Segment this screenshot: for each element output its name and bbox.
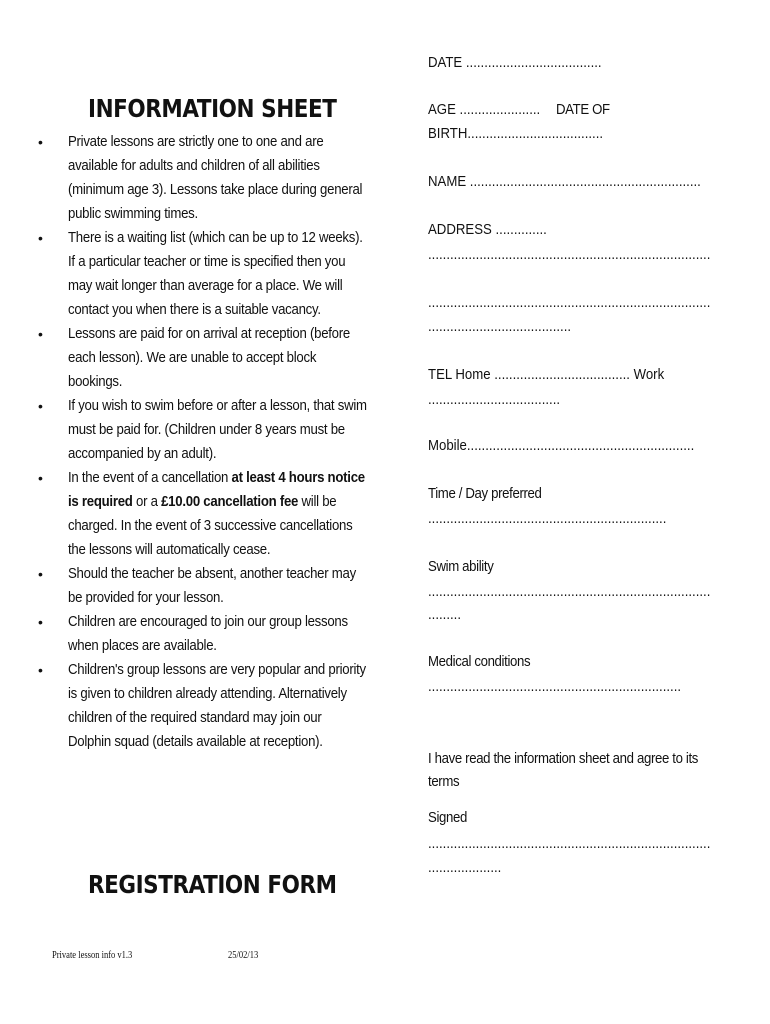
bullet-text [68, 610, 367, 658]
medical-conditions-field[interactable]: ..................................................................... [428, 678, 682, 695]
bullet-item [38, 394, 378, 466]
bullet-text-part: or a [132, 493, 162, 510]
telephone-field[interactable]: TEL Home ..................................... Work [428, 366, 665, 383]
bullet-text-part: In the event of a cancellation [68, 469, 232, 486]
medical-conditions-label: Medical conditions [428, 653, 531, 670]
birth-field[interactable]: BIRTH..................................... [428, 125, 604, 142]
address-field[interactable]: ADDRESS .............. [428, 221, 547, 238]
address-line-3[interactable]: ....................................... [428, 318, 572, 335]
bullet-text [68, 562, 367, 610]
swim-ability-line-2[interactable]: ......... [428, 606, 462, 623]
bullet-dot-icon: • [38, 230, 43, 246]
time-day-preferred-field[interactable]: ................................................................. [428, 510, 667, 527]
bullet-text [68, 466, 367, 562]
bullet-text-part: Should the teacher be absent, another teacher may be provided for your lesson. [68, 565, 356, 606]
bullet-item [38, 322, 378, 394]
bullet-item [38, 658, 378, 754]
agreement-text-line-2: terms [428, 773, 460, 790]
signature-line-2[interactable]: .................... [428, 859, 502, 876]
age-field[interactable]: AGE ...................... [428, 101, 541, 118]
telephone-work-line[interactable]: .................................... [428, 391, 561, 408]
swim-ability-line-1[interactable]: ............................................................................. [428, 583, 711, 600]
bullet-emphasis: at least 4 hours notice is required [68, 469, 365, 510]
bullet-text [68, 322, 367, 394]
bullet-text-part: Lessons are paid for on arrival at reception (before each lesson). We are unable to accept block bookings. [68, 325, 350, 390]
bullet-emphasis: £10.00 cancellation fee [161, 493, 299, 510]
name-field[interactable]: NAME ............................................................... [428, 173, 701, 190]
bullet-dot-icon: • [38, 470, 43, 486]
signed-label: Signed [428, 809, 467, 826]
bullet-dot-icon: • [38, 566, 43, 582]
bullet-dot-icon: • [38, 662, 43, 678]
address-line-1[interactable]: ............................................................................. [428, 246, 711, 263]
registration-form-title: REGISTRATION FORM [88, 870, 337, 899]
time-day-preferred-label: Time / Day preferred [428, 485, 542, 502]
bullet-item [38, 226, 378, 322]
bullet-item [38, 562, 378, 610]
mobile-field[interactable]: Mobile.............................................................. [428, 437, 695, 454]
signature-line-1[interactable]: ............................................................................. [428, 835, 711, 852]
bullet-item [38, 130, 378, 226]
bullet-text [68, 130, 367, 226]
bullet-dot-icon: • [38, 134, 43, 150]
swim-ability-label: Swim ability [428, 558, 494, 575]
bullet-text-part: Children are encouraged to join our group lessons when places are available. [68, 613, 348, 654]
footer-version: Private lesson info v1.3 [52, 950, 133, 961]
address-line-2[interactable]: ............................................................................. [428, 294, 711, 311]
bullet-dot-icon: • [38, 398, 43, 414]
footer-date: 25/02/13 [228, 950, 259, 961]
information-bullet-list [38, 130, 378, 754]
agreement-text-line-1: I have read the information sheet and agree to its [428, 750, 699, 767]
bullet-text-part: There is a waiting list (which can be up to 12 weeks). If a particular teacher or time is specified then you may wait longer than average for a place. We will contact you when there is a suitable vacancy. [68, 229, 363, 318]
bullet-dot-icon: • [38, 326, 43, 342]
bullet-text-part: If you wish to swim before or after a lesson, that swim must be paid for. (Children under 8 years must be accompanied by an adult). [68, 397, 367, 462]
bullet-item [38, 466, 378, 562]
bullet-text [68, 658, 367, 754]
date-field[interactable]: DATE ..................................... [428, 54, 602, 71]
bullet-text-part: Children's group lessons are very popular and priority is given to children already attending. Alternatively children of the required standard may join our Dolphin squad (details available at reception). [68, 661, 366, 750]
bullet-text-part: will be charged. In the event of 3 successive cancellations the lessons will automatically cease. [68, 493, 353, 558]
information-sheet-title: INFORMATION SHEET [88, 94, 337, 123]
bullet-item [38, 610, 378, 658]
bullet-text-part: Private lessons are strictly one to one and are available for adults and children of all abilities (minimum age 3). Lessons take place during general public swimming times. [68, 133, 363, 222]
date-of-birth-label: DATE OF [556, 101, 610, 118]
bullet-dot-icon: • [38, 614, 43, 630]
bullet-text [68, 394, 367, 466]
bullet-text [68, 226, 367, 322]
